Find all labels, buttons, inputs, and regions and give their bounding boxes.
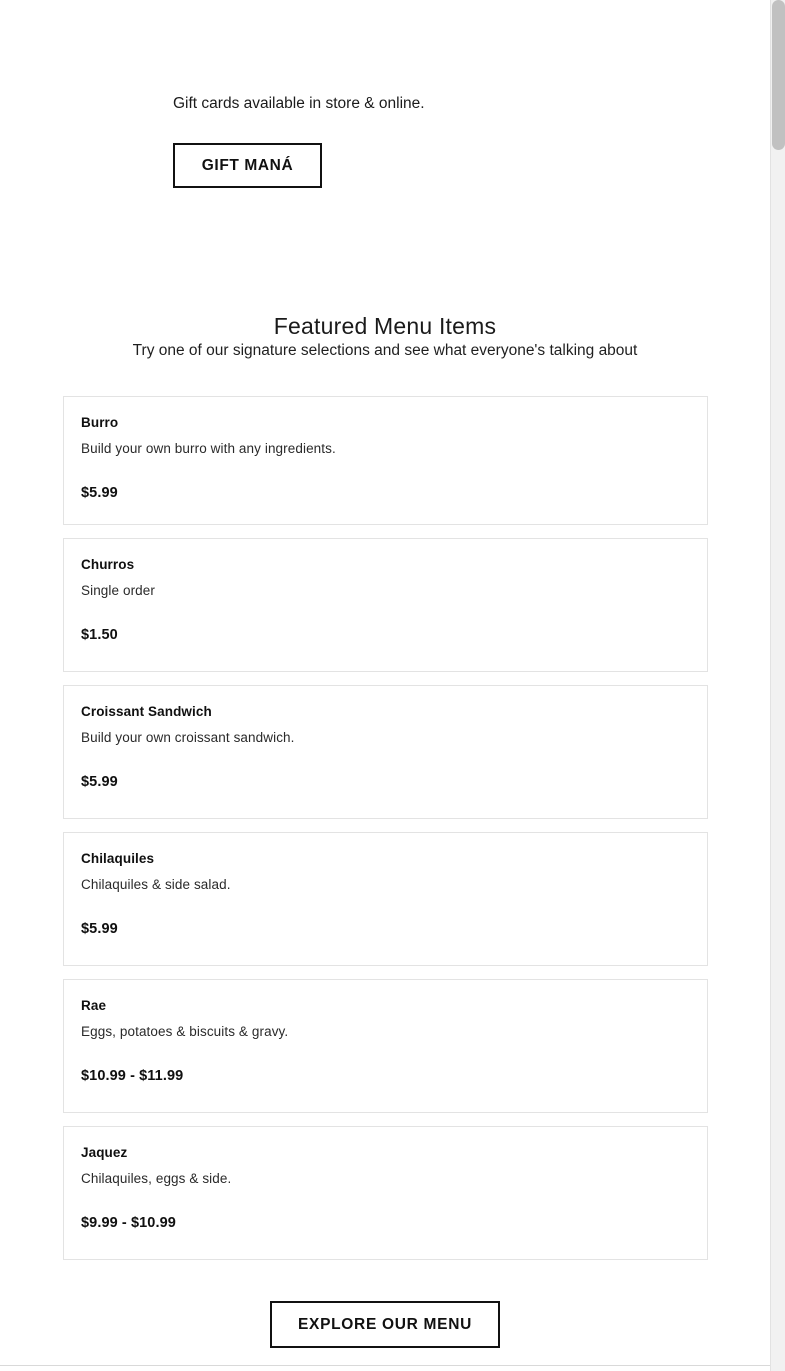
item-price: $5.99 [81, 921, 118, 937]
item-description: Eggs, potatoes & biscuits & gravy. [81, 1024, 289, 1039]
item-price: $5.99 [81, 485, 118, 501]
featured-items-list [63, 396, 708, 1273]
list-item[interactable] [63, 396, 708, 525]
list-item[interactable] [63, 538, 708, 672]
item-name: Jaquez [81, 1145, 128, 1160]
item-description: Chilaquiles, eggs & side. [81, 1171, 232, 1186]
item-description: Build your own croissant sandwich. [81, 730, 295, 745]
item-name: Chilaquiles [81, 851, 155, 866]
item-name: Croissant Sandwich [81, 704, 212, 719]
item-price: $10.99 - $11.99 [81, 1068, 184, 1084]
list-item[interactable] [63, 685, 708, 819]
item-name: Rae [81, 998, 107, 1013]
scrollbar-thumb[interactable] [772, 0, 785, 150]
gift-mana-button[interactable]: GIFT MANÁ [173, 143, 322, 188]
featured-menu-subheading: Try one of our signature selections and see what everyone's talking about [132, 342, 638, 359]
list-item[interactable] [63, 979, 708, 1113]
page-bottom-divider [0, 1365, 770, 1371]
explore-our-menu-button[interactable]: EXPLORE OUR MENU [270, 1301, 500, 1348]
item-price: $9.99 - $10.99 [81, 1215, 176, 1231]
gift-card-section [0, 0, 770, 188]
item-price: $1.50 [81, 627, 118, 643]
gift-card-text: Gift cards available in store & online. [173, 95, 425, 112]
item-price: $5.99 [81, 774, 118, 790]
item-description: Build your own burro with any ingredients. [81, 441, 336, 456]
item-description: Single order [81, 583, 155, 598]
item-name: Burro [81, 415, 119, 430]
featured-menu-heading: Featured Menu Items [273, 313, 497, 340]
list-item[interactable] [63, 1126, 708, 1260]
item-name: Churros [81, 557, 135, 572]
item-description: Chilaquiles & side salad. [81, 877, 231, 892]
list-item[interactable] [63, 832, 708, 966]
vertical-scrollbar[interactable] [770, 0, 785, 1371]
explore-menu-section [0, 1301, 770, 1348]
